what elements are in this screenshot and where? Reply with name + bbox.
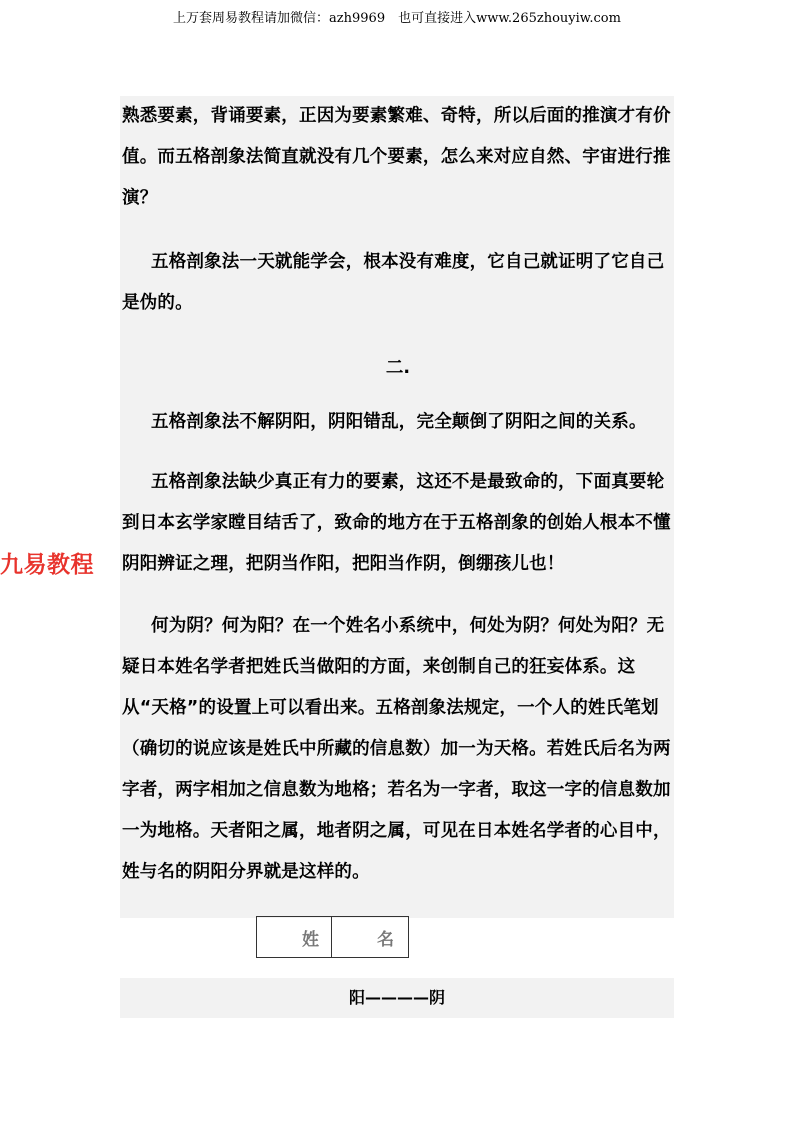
given-name-cell: 名 [332,917,409,958]
paragraph-5: 何为阴？何为阳？在一个姓名小系统中，何处为阴？何处为阳？无疑日本姓名学者把姓氏当做阳的方面，来创制自己的狂妄体系。这从“天格”的设置上可以看出来。五格剖象法规定，一个人的姓氏笔划（确切的说应该是姓氏中所藏的信息数）加一为天格。若姓氏后名为两字者，两字相加之信息数为地格；若名为一字者，取这一字的信息数加一为地格。天者阳之属，地者阴之属，可见在日本姓名学者的心目中，姓与名的阴阳分界就是这样的。 [122,616,671,882]
paragraph-1: 熟悉要素，背诵要素，正因为要素繁难、奇特，所以后面的推演才有价值。而五格剖象法简直就没有几个要素，怎么来对应自然、宇宙进行推演？ [122,106,671,208]
paragraph-4: 五格剖象法缺少真正有力的要素，这还不是最致命的，下面真要轮到日本玄学家瞠目结舌了，致命的地方在于五格剖象的创始人根本不懂阴阳辨证之理，把阴当作阳，把阳当作阴，倒绷孩儿也！ [122,472,671,574]
surname-cell: 姓 [257,917,332,958]
yin-yang-line: 阳————阴 [120,978,674,1018]
section-heading: 二. [385,358,411,378]
name-table [256,916,409,958]
page-header: 上万套周易教程请加微信：azh9969 也可直接进入www.265zhouyiw.com [173,11,621,26]
paragraph-3: 五格剖象法不解阴阳，阴阳错乱，完全颠倒了阴阳之间的关系。 [151,412,647,432]
paragraph-2: 五格剖象法一天就能学会，根本没有难度，它自己就证明了它自己是伪的。 [122,252,665,313]
watermark-logo: 九易教程 [0,552,94,578]
